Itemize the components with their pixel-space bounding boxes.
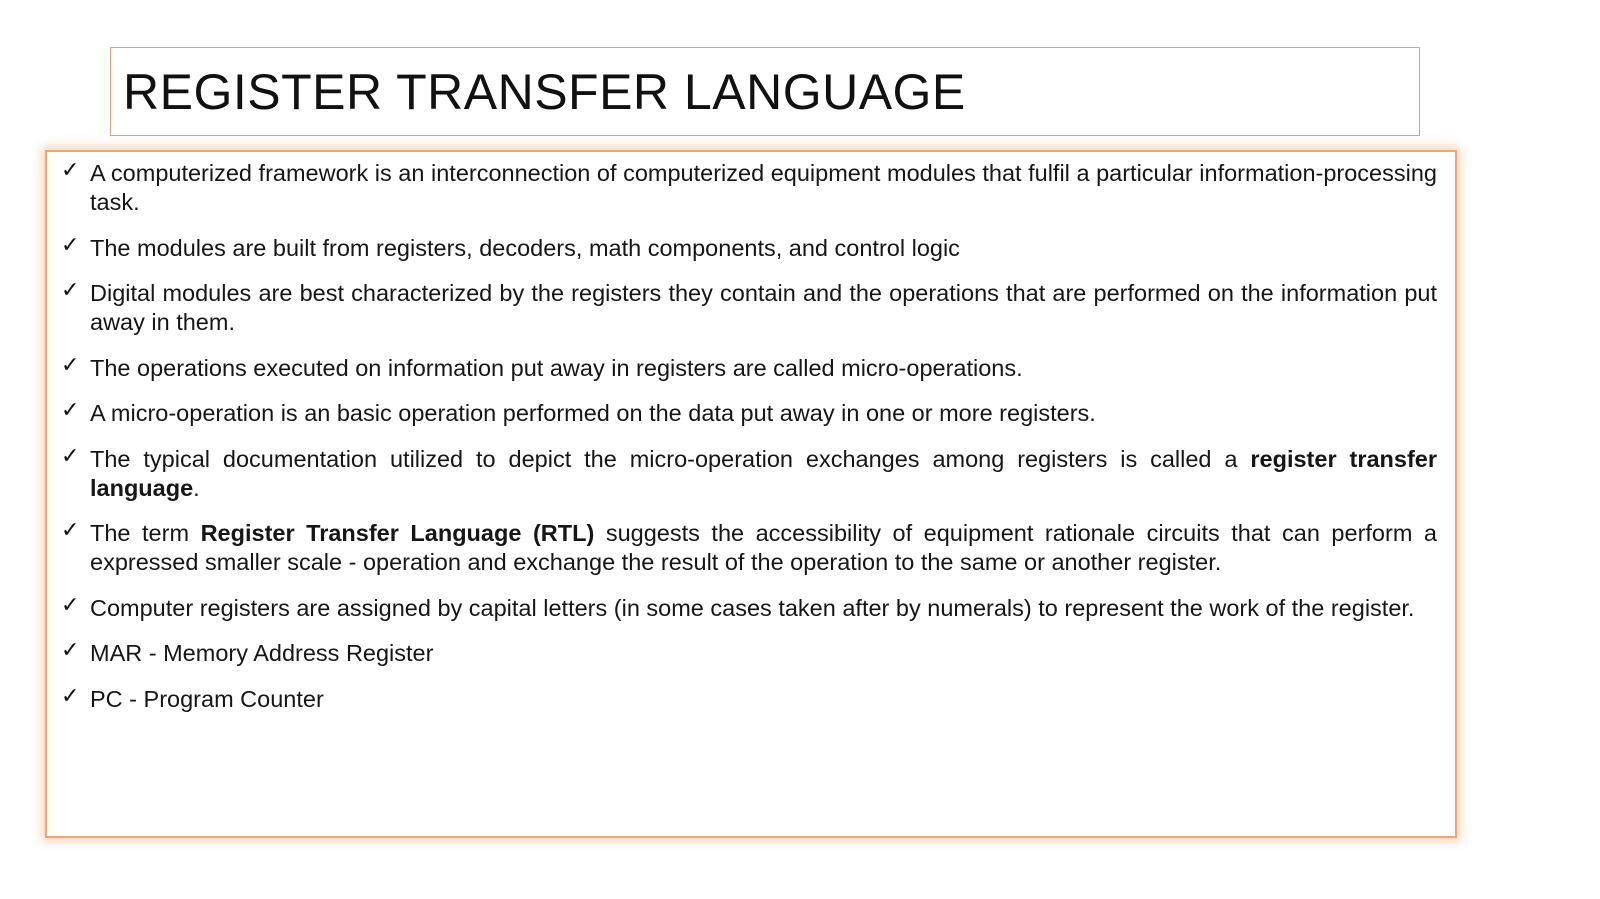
bold-term: Register Transfer Language (RTL) bbox=[200, 520, 595, 546]
bullet-text: Computer registers are assigned by capital letters (in some cases taken after by numerals) to represent the work of the register. bbox=[90, 594, 1415, 621]
checkmark-icon: ✓ bbox=[61, 638, 80, 663]
bullet-text: PC - Program Counter bbox=[90, 685, 324, 712]
bullet-text: The term bbox=[90, 520, 201, 546]
bullet-text-tail: suggests the accessibility of equipment rationale circuits that can perform a expressed smaller scale - operation and exchange the result of the operation to the same or another register. bbox=[90, 520, 1437, 575]
checkmark-icon: ✓ bbox=[61, 683, 80, 709]
bullet-list bbox=[61, 159, 1437, 730]
bullet-text: MAR - Memory Address Register bbox=[90, 640, 434, 666]
bullet-item bbox=[61, 354, 1437, 383]
bullet-item bbox=[61, 519, 1437, 577]
bullet-text-tail: . bbox=[193, 474, 200, 501]
bullet-item bbox=[61, 159, 1437, 217]
checkmark-icon: ✓ bbox=[61, 278, 80, 303]
checkmark-icon: ✓ bbox=[61, 398, 80, 423]
bullet-text: The operations executed on information put away in registers are called micro-operations. bbox=[90, 354, 1023, 381]
checkmark-icon: ✓ bbox=[61, 232, 80, 258]
bullet-item bbox=[61, 279, 1437, 337]
bullet-item bbox=[61, 445, 1437, 503]
bold-term: register transfer language bbox=[90, 445, 1437, 501]
bullet-item bbox=[61, 234, 1437, 263]
bullet-text: The typical documentation utilized to depict the micro-operation exchanges among registers is called a bbox=[90, 445, 1251, 472]
checkmark-icon: ✓ bbox=[61, 443, 80, 469]
title-box bbox=[110, 47, 1420, 136]
bullet-item bbox=[61, 639, 1437, 668]
bullet-text: A micro-operation is an basic operation performed on the data put away in one or more registers. bbox=[90, 400, 1096, 426]
bullet-item bbox=[61, 399, 1437, 428]
checkmark-icon: ✓ bbox=[61, 592, 80, 618]
content-box bbox=[45, 150, 1457, 838]
checkmark-icon: ✓ bbox=[61, 518, 80, 543]
slide-title: REGISTER TRANSFER LANGUAGE bbox=[123, 63, 966, 120]
checkmark-icon: ✓ bbox=[61, 352, 80, 378]
bullet-item bbox=[61, 594, 1437, 623]
bullet-text: Digital modules are best characterized by the registers they contain and the operations that are performed on the information put away in them. bbox=[90, 280, 1437, 335]
bullet-text: A computerized framework is an interconnection of computerized equipment modules that fulfil a particular information-processing task. bbox=[90, 160, 1437, 215]
checkmark-icon: ✓ bbox=[61, 158, 80, 183]
bullet-text: The modules are built from registers, decoders, math components, and control logic bbox=[90, 234, 960, 261]
bullet-item bbox=[61, 685, 1437, 714]
